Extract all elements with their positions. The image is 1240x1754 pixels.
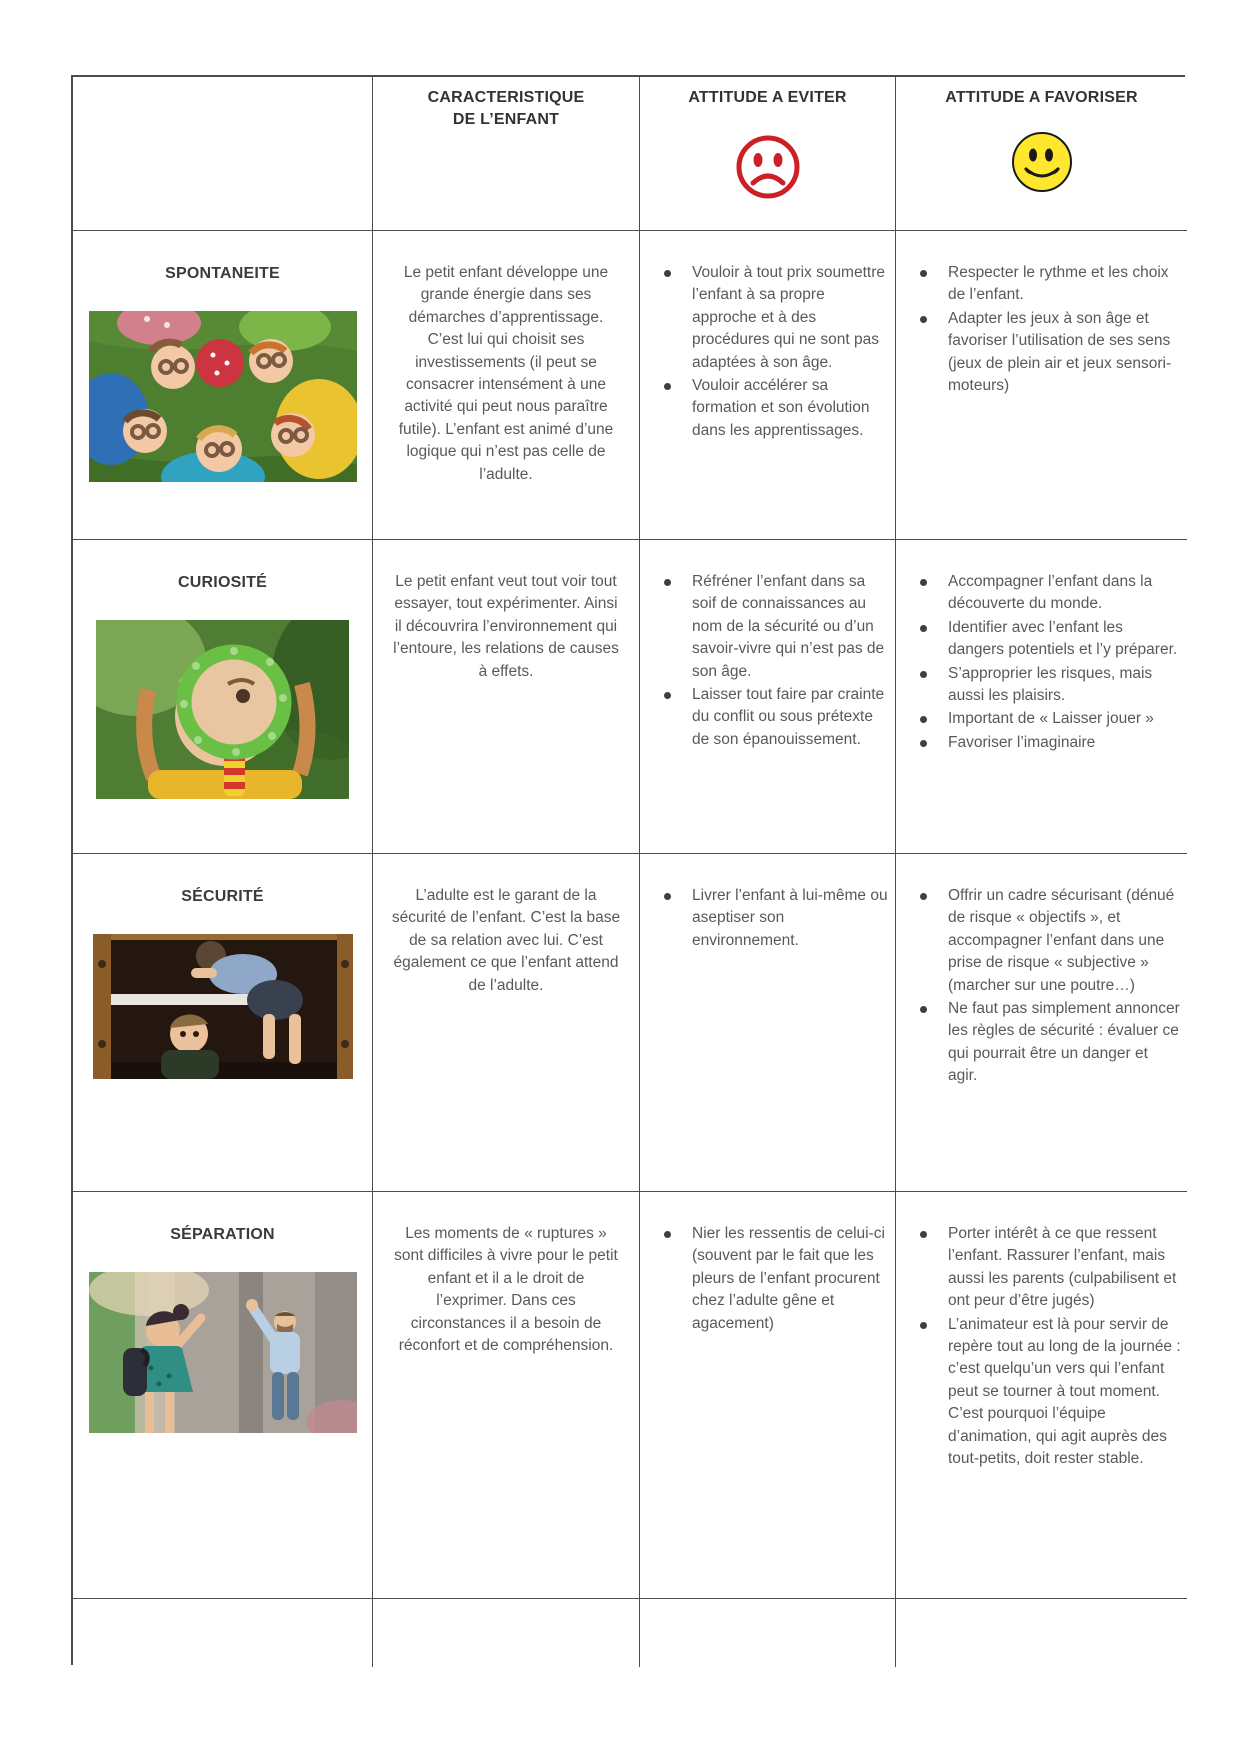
row-title: SÉPARATION: [170, 1226, 275, 1243]
header-characteristic-label: CARACTERISTIQUE DE L’ENFANT: [427, 89, 585, 128]
attitudes-table: [71, 75, 1185, 1665]
empty-cell: [640, 1599, 896, 1667]
avoid-list: [640, 262, 889, 442]
row-separation-characteristic: Les moments de « ruptures » sont difficiles à vivre pour le petit enfant et il a le droit de l’exprimer. Dans ces circonstances il a besoin de réconfort et de compréhension.: [373, 1192, 640, 1599]
bullet-item: Nier les ressentis de celui-ci (souvent par le fait que les pleurs de l’enfant procurent chez l’adulte gêne et agacement): [640, 1223, 889, 1335]
row-spontaneite-avoid-cell: [640, 231, 896, 540]
row-separation-favor-cell: [896, 1192, 1187, 1599]
row-spontaneite-favor-cell: [896, 231, 1187, 540]
row-securite-title-cell: [73, 854, 373, 1192]
row-separation-title-cell: [73, 1192, 373, 1599]
avoid-list: [640, 885, 889, 952]
header-characteristic-cell: [373, 77, 640, 231]
row-separation-avoid-cell: [640, 1192, 896, 1599]
bullet-item: Ne faut pas simplement annoncer les règles de sécurité : évaluer ce qui pourrait être un danger et agir.: [896, 998, 1181, 1088]
row-curiosite-title-cell: [73, 540, 373, 854]
row-title: SPONTANEITE: [165, 265, 280, 282]
securite-photo: [93, 934, 353, 1079]
row-securite-favor-cell: [896, 854, 1187, 1192]
bullet-item: Livrer l’enfant à lui-même ou aseptiser son environnement.: [640, 885, 889, 952]
row-title: SÉCURITÉ: [181, 888, 264, 905]
spontaneite-photo: [89, 311, 357, 482]
avoid-list: [640, 1223, 889, 1335]
row-curiosite-avoid-cell: [640, 540, 896, 854]
smiley-face-icon: [896, 129, 1187, 202]
bullet-item: Réfréner l’enfant dans sa soif de connaissances au nom de la sécurité ou d’un savoir-vivre qui n’est pas de son âge.: [640, 571, 889, 683]
header-favor-label: ATTITUDE A FAVORISER: [945, 89, 1138, 106]
row-curiosite-favor-cell: [896, 540, 1187, 854]
row-securite-characteristic: L’adulte est le garant de la sécurité de l’enfant. C’est la base de sa relation avec lui. C’est également ce que l’enfant attend de l’adulte.: [373, 854, 640, 1192]
sad-face-icon: [640, 133, 895, 208]
avoid-list: [640, 571, 889, 751]
row-title: CURIOSITÉ: [178, 574, 267, 591]
bullet-item: Porter intérêt à ce que ressent l’enfant. Rassurer l’enfant, mais aussi les parents (culpabilisent et ont peur d’être jugés): [896, 1223, 1181, 1313]
row-curiosite-characteristic: Le petit enfant veut tout voir tout essayer, tout expérimenter. Ainsi il découvrira l’environnement qui l’entoure, les relations de causes à effets.: [373, 540, 640, 854]
row-securite-avoid-cell: [640, 854, 896, 1192]
empty-cell: [73, 1599, 373, 1667]
empty-cell: [896, 1599, 1187, 1667]
separation-photo: [89, 1272, 357, 1433]
header-avoid-label: ATTITUDE A EVITER: [688, 89, 847, 106]
bullet-item: Important de « Laisser jouer »: [896, 708, 1181, 730]
favor-list: [896, 1223, 1181, 1470]
bullet-item: Identifier avec l’enfant les dangers potentiels et l’y préparer.: [896, 617, 1181, 662]
row-spontaneite-title-cell: [73, 231, 373, 540]
bullet-item: Vouloir accélérer sa formation et son évolution dans les apprentissages.: [640, 375, 889, 442]
header-empty-cell: [73, 77, 373, 231]
bullet-item: Laisser tout faire par crainte du conflit ou sous prétexte de son épanouissement.: [640, 684, 889, 751]
bullet-item: S’approprier les risques, mais aussi les plaisirs.: [896, 663, 1181, 708]
bullet-item: Favoriser l’imaginaire: [896, 732, 1181, 754]
bullet-item: Vouloir à tout prix soumettre l’enfant à sa propre approche et à des procédures qui ne sont pas adaptées à son âge.: [640, 262, 889, 374]
bullet-item: Accompagner l’enfant dans la découverte du monde.: [896, 571, 1181, 616]
favor-list: [896, 885, 1181, 1088]
favor-list: [896, 571, 1181, 754]
curiosite-photo: [96, 620, 349, 799]
favor-list: [896, 262, 1181, 397]
header-favor-cell: [896, 77, 1187, 231]
bullet-item: Respecter le rythme et les choix de l’enfant.: [896, 262, 1181, 307]
header-avoid-cell: [640, 77, 896, 231]
bullet-item: Adapter les jeux à son âge et favoriser l’utilisation de ses sens (jeux de plein air et jeux sensori-moteurs): [896, 308, 1181, 398]
row-spontaneite-characteristic: Le petit enfant développe une grande énergie dans ses démarches d’apprentissage. C’est lui qui choisit ses investissements (il peut se consacrer intensément à une activité qui peut nous paraître futile). L’enfant est animé d’une logique qui n’est pas celle de l’adulte.: [373, 231, 640, 540]
empty-cell: [373, 1599, 640, 1667]
bullet-item: Offrir un cadre sécurisant (dénué de risque « objectifs », et accompagner l’enfant dans une prise de risque « subjective » (marcher sur une poutre…): [896, 885, 1181, 997]
bullet-item: L’animateur est là pour servir de repère tout au long de la journée : c’est quelqu’un vers qui l’enfant peut se tourner à tout moment. C’est pourquoi l’équipe d’animation, qui agit auprès des tout-petits, doit rester stable.: [896, 1314, 1181, 1471]
